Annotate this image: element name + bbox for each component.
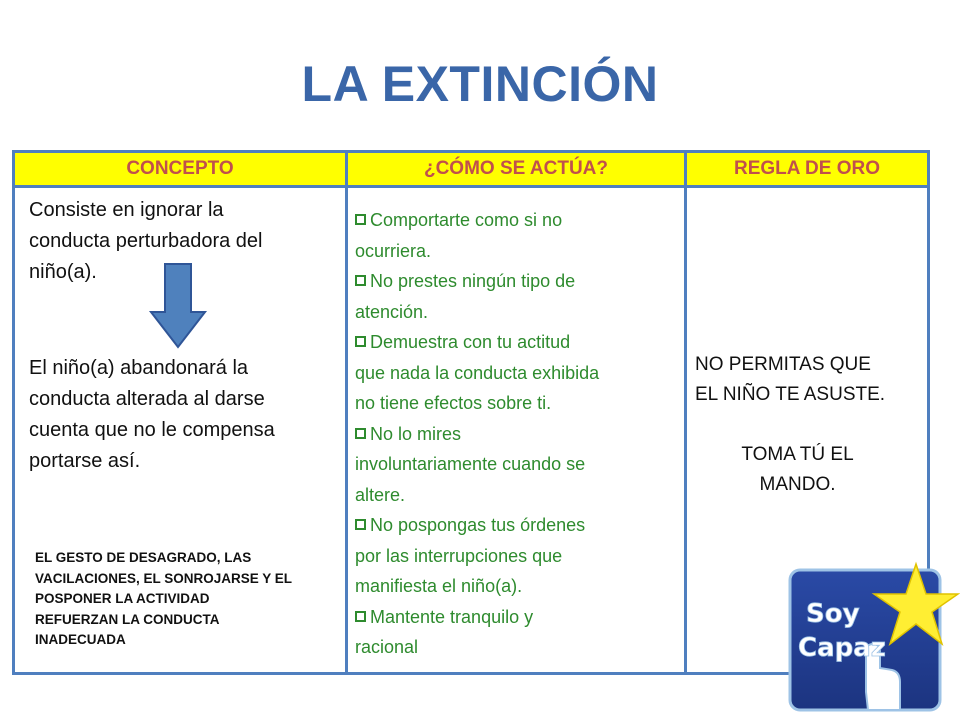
golden-rule: NO PERMITAS QUE EL NIÑO TE ASUSTE. TOMA TÚ EL MANDO.	[695, 354, 886, 495]
checkbox-bullet-icon	[355, 275, 366, 286]
checkbox-bullet-icon	[355, 214, 366, 225]
list-item: No pospongas tus órdenes por las interrupciones que manifiesta el niño(a).	[355, 515, 586, 596]
page-title: LA EXTINCIÓN	[301, 56, 659, 112]
soy-capaz-logo	[788, 560, 960, 720]
list-item: No lo mires involuntariamente cuando se altere.	[355, 423, 586, 505]
list-item: Mantente tranquilo y racional	[355, 606, 534, 657]
column-divider	[345, 153, 348, 672]
checkbox-bullet-icon	[355, 428, 366, 439]
header-concepto: CONCEPTO	[126, 158, 234, 179]
checkbox-bullet-icon	[355, 519, 366, 530]
concept-effect: El niño(a) abandonará la conducta alterada al darse cuenta que no le compensa portarse así.	[29, 357, 275, 472]
svg-text:Capaz: Capaz	[798, 633, 886, 663]
svg-text:Soy: Soy	[806, 599, 860, 629]
list-item: No prestes ningún tipo de atención.	[355, 271, 576, 322]
concept-definition: Consiste en ignorar la conducta perturbadora del niño(a).	[29, 199, 263, 283]
table-header-row	[15, 153, 927, 188]
concept-note: EL GESTO DE DESAGRADO, LAS VACILACIONES, EL SONROJARSE Y EL POSPONER LA ACTIVIDAD REFUERZAN LA CONDUCTA INADECUADA	[35, 550, 293, 647]
checkbox-bullet-icon	[355, 611, 366, 622]
down-arrow-icon	[148, 262, 208, 350]
action-list	[355, 205, 685, 663]
list-item: Demuestra con tu actitud que nada la conducta exhibida no tiene efectos sobre ti.	[355, 332, 600, 413]
header-regla-de-oro: REGLA DE ORO	[733, 158, 881, 179]
checkbox-bullet-icon	[355, 336, 366, 347]
list-item: Comportarte como si no ocurriera.	[355, 210, 563, 261]
header-como-se-actua: ¿CÓMO SE ACTÚA?	[423, 158, 608, 179]
